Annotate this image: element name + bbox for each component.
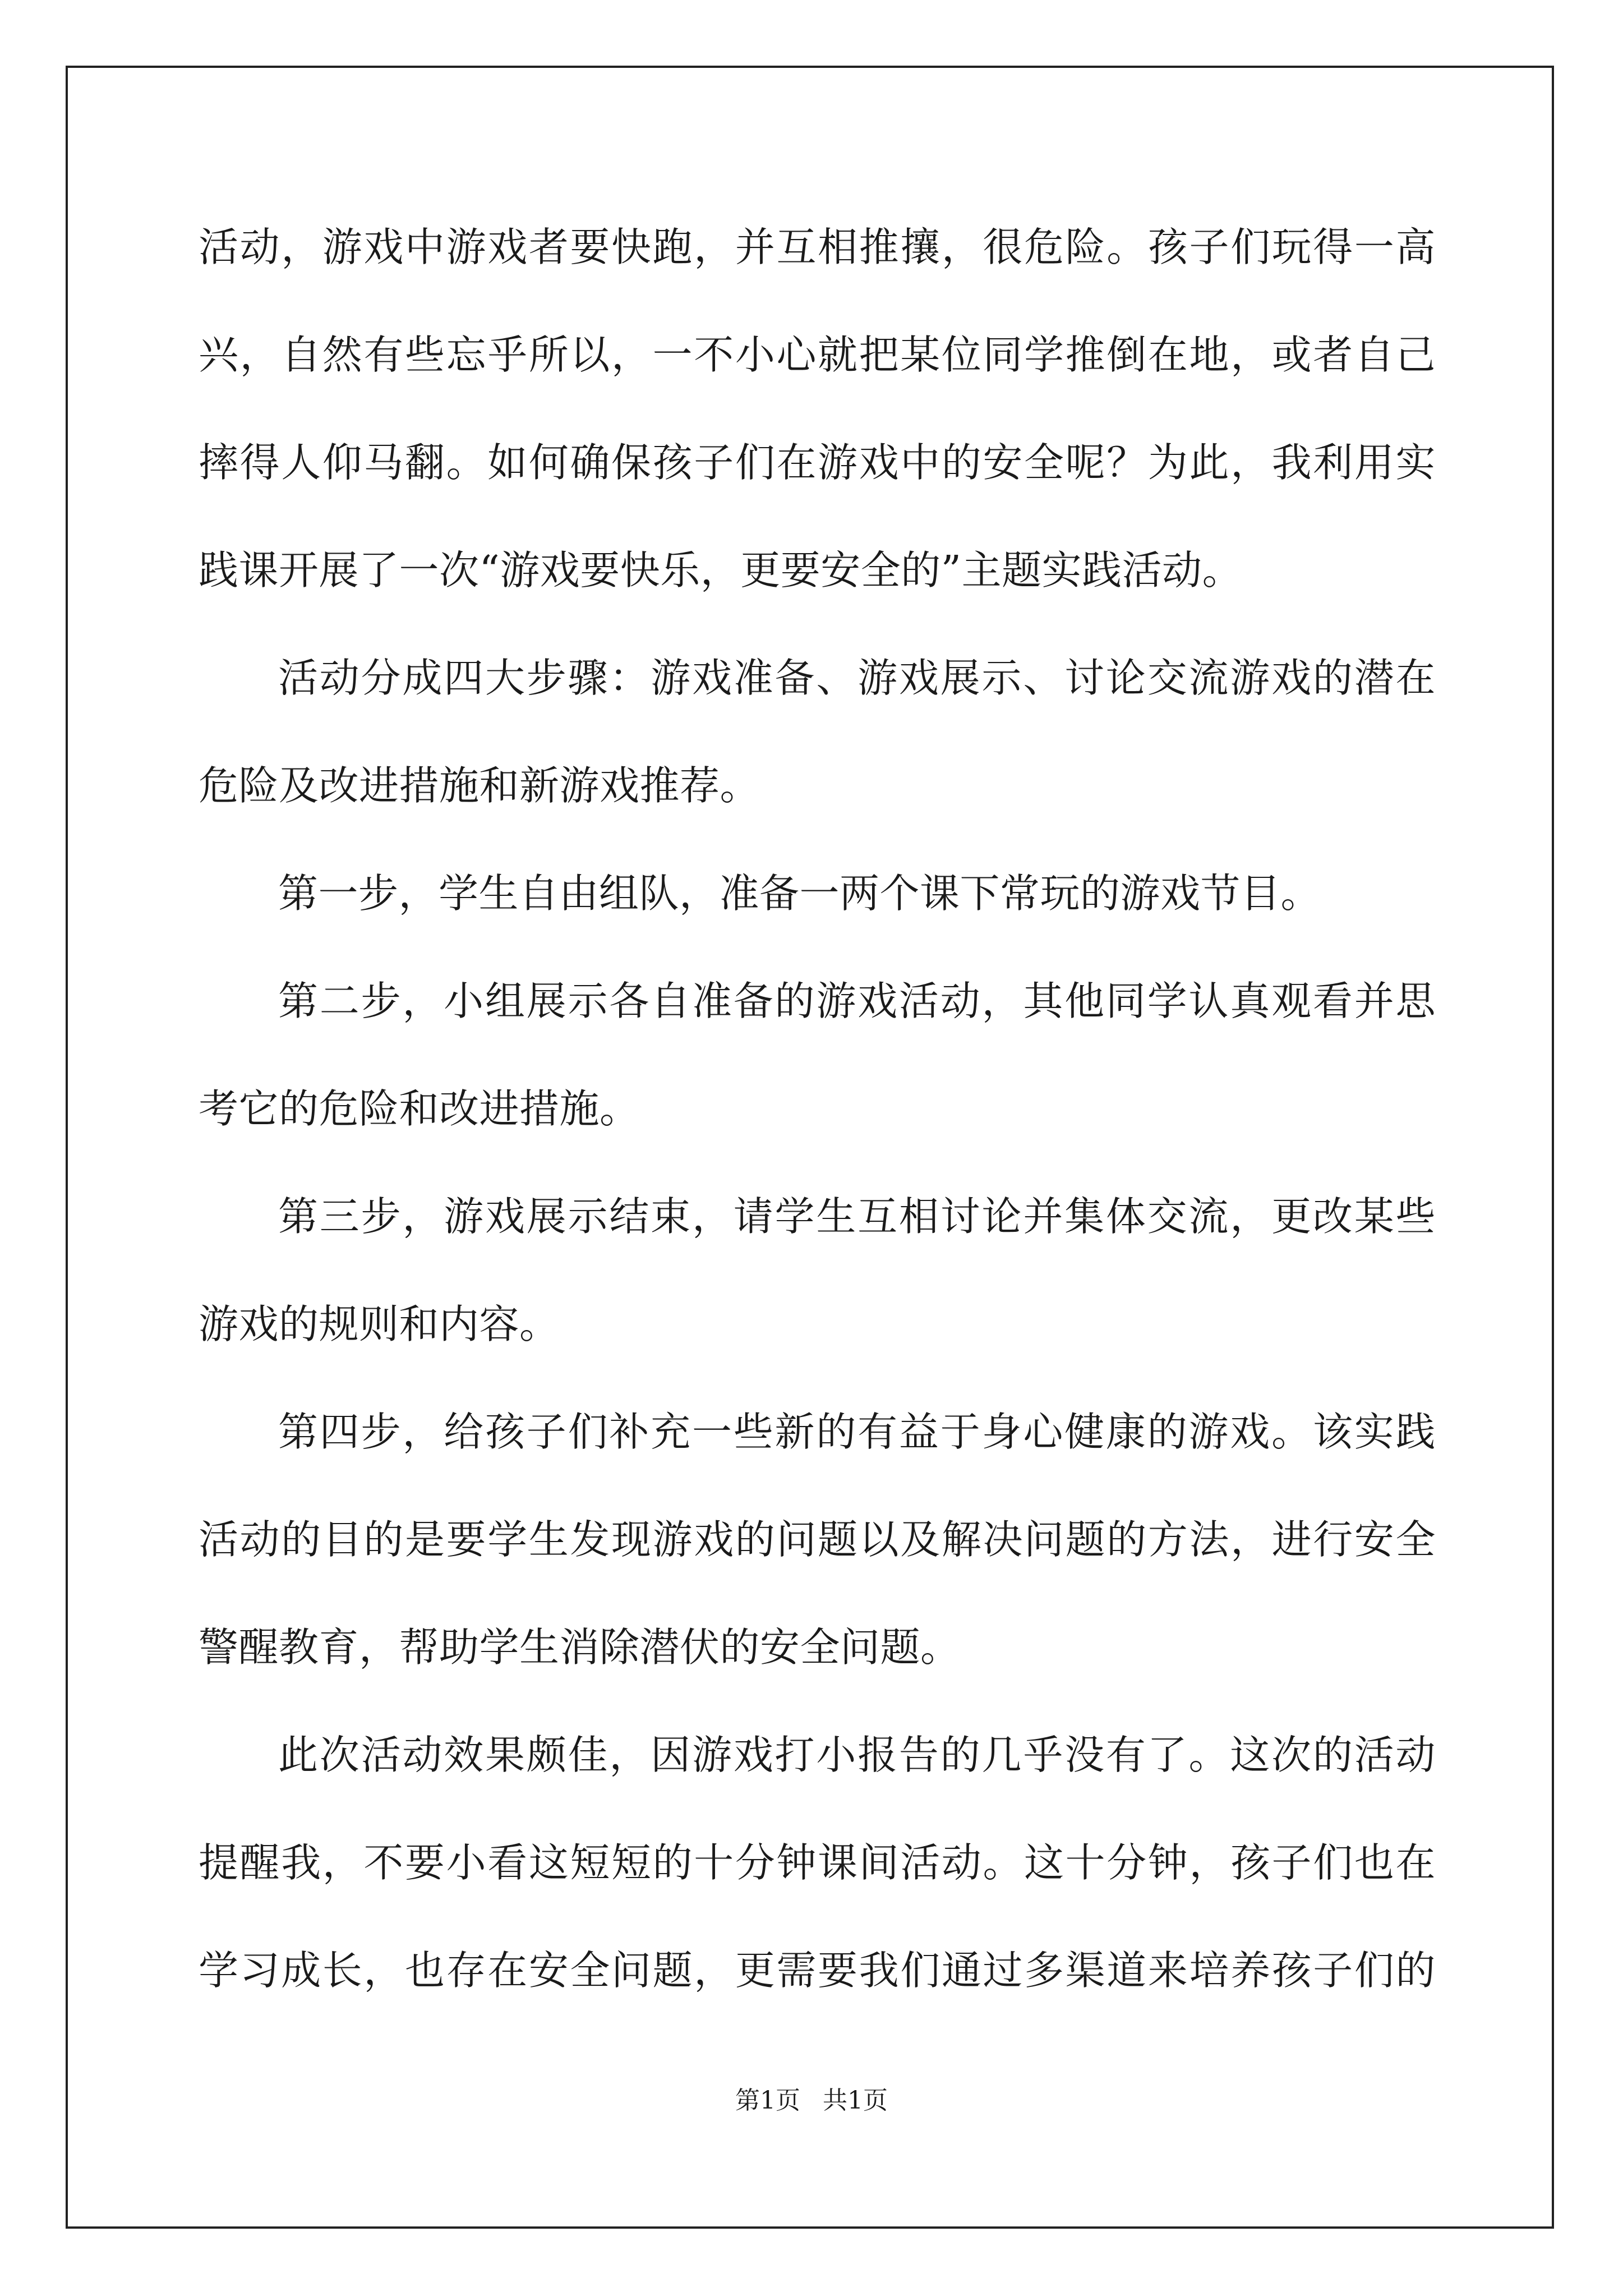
paragraph-line: 此次活动效果颇佳，因游戏打小报告的几乎没有了。这次的活动: [278, 1732, 1436, 1778]
paragraph-line: 提醒我，不要小看这短短的十分钟课间活动。这十分钟，孩子们也在: [199, 1839, 1436, 1886]
paragraph-line: 第四步，给孩子们补充一些新的有益于身心健康的游戏。该实践: [278, 1409, 1436, 1455]
page-number: 第1页: [735, 2086, 800, 2115]
paragraph-line: 第三步，游戏展示结束，请学生互相讨论并集体交流，更改某些: [278, 1193, 1436, 1240]
paragraph-line: 活动，游戏中游戏者要快跑，并互相推攘，很危险。孩子们玩得一高: [199, 224, 1436, 270]
page-footer: [0, 2084, 1623, 2118]
document-body: [199, 208, 1436, 2039]
paragraph-line: 活动的目的是要学生发现游戏的问题以及解决问题的方法，进行安全: [199, 1516, 1436, 1563]
page-total: 共1页: [823, 2086, 888, 2115]
paragraph-line: 摔得人仰马翻。如何确保孩子们在游戏中的安全呢？为此，我利用实: [199, 439, 1436, 486]
paragraph-line: 兴，自然有些忘乎所以，一不小心就把某位同学推倒在地，或者自己: [199, 332, 1436, 378]
paragraph-line: 活动分成四大步骤：游戏准备、游戏展示、讨论交流游戏的潜在: [278, 655, 1436, 701]
paragraph-line: 学习成长，也存在安全问题，更需要我们通过多渠道来培养孩子们的: [199, 1947, 1436, 1994]
paragraph-line: 践课开展了一次“游戏要快乐，更要安全的”主题实践活动。: [199, 547, 1243, 593]
paragraph-line: 危险及改进措施和新游戏推荐。: [199, 762, 760, 809]
paragraph-line: 第一步，学生自由组队，准备一两个课下常玩的游戏节目。: [278, 870, 1321, 917]
paragraph-line: 第二步，小组展示各自准备的游戏活动，其他同学认真观看并思: [278, 978, 1436, 1024]
paragraph-line: 警醒教育，帮助学生消除潜伏的安全问题。: [199, 1624, 961, 1671]
paragraph-line: 游戏的规则和内容。: [199, 1301, 560, 1347]
paragraph-line: 考它的危险和改进措施。: [199, 1085, 640, 1132]
